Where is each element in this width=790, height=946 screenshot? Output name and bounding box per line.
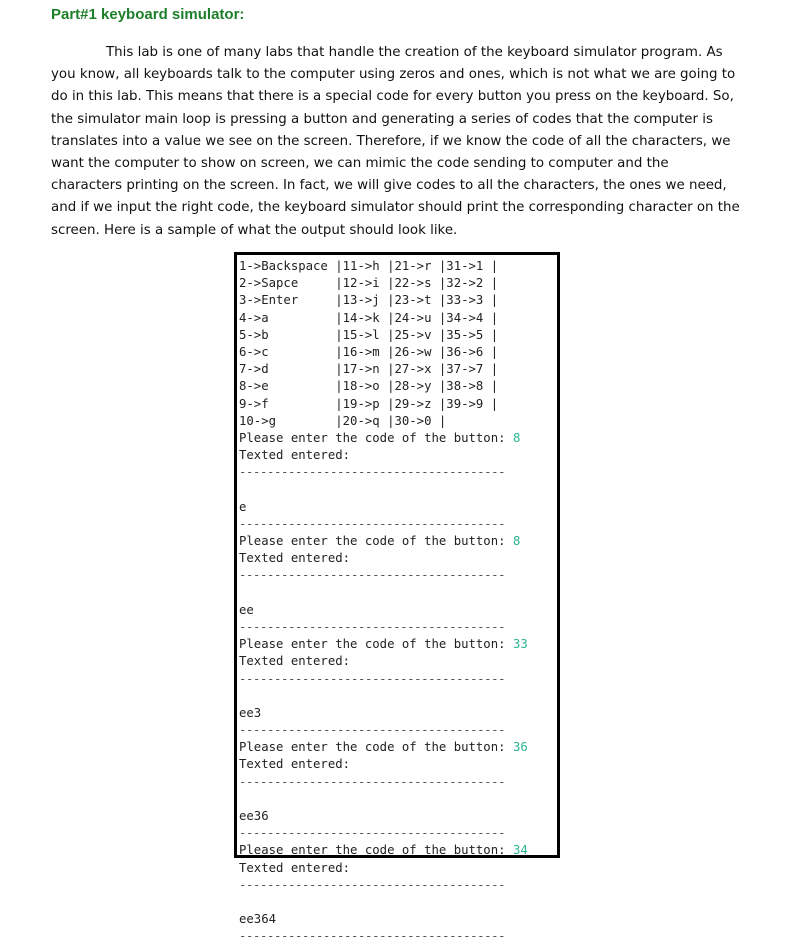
code-table-row: 2->Sapce |12->i |22->s |32->2 | <box>239 276 499 291</box>
separator-line: -------------------------------------- <box>239 516 506 531</box>
separator-line: -------------------------------------- <box>239 619 506 634</box>
prompt-text: Please enter the code of the button: <box>239 534 513 548</box>
texted-label: Texted entered: <box>239 860 351 875</box>
separator-line: -------------------------------------- <box>239 671 506 686</box>
output-text: ee3 <box>239 705 262 720</box>
separator-line: -------------------------------------- <box>239 774 506 789</box>
prompt-line <box>239 430 528 447</box>
separator-line: -------------------------------------- <box>239 929 506 944</box>
texted-label: Texted entered: <box>239 448 351 463</box>
entered-code: 8 <box>512 534 521 548</box>
prompt-line <box>239 636 528 653</box>
texted-label: Texted entered: <box>239 551 351 566</box>
code-table-row: 6->c |16->m |26->w |36->6 | <box>239 344 499 359</box>
output-text: e <box>239 499 247 514</box>
output-text: ee364 <box>239 912 277 927</box>
code-table-row: 10->g |20->q |30->0 | <box>239 413 447 428</box>
prompt-line <box>239 739 528 756</box>
code-table-row: 1->Backspace |11->h |21->r |31->1 | <box>239 259 499 273</box>
code-table-row: 5->b |15->l |25->v |35->5 | <box>239 327 499 342</box>
prompt-text: Please enter the code of the button: <box>239 843 513 858</box>
texted-label: Texted entered: <box>239 757 351 772</box>
prompt-text: Please enter the code of the button: <box>239 637 513 652</box>
blank-line <box>239 585 528 602</box>
prompt-text: Please enter the code of the button: <box>239 430 513 445</box>
separator-line: -------------------------------------- <box>239 826 506 841</box>
blank-line <box>239 481 528 498</box>
intro-paragraph: This lab is one of many labs that handle the creation of the keyboard simulator program. As you know, all keyboards talk to the computer using zeros and ones, which is not what we are going to do in this lab. This means that there is a special code for every button you press on the keyboard. So, the simulator main loop is pressing a button and generating a series of codes that the computer is translates into a value we see on the screen. Therefore, if we know the code of all the characters, we want the computer to show on screen, we can mimic the code sending to computer and the characters printing on the screen. In fact, we will give codes to all the characters, the ones we need, and if we input the right code, the keyboard simulator should print the corresponding character on the screen. Here is a sample of what the output should look like. <box>51 45 740 238</box>
console-output-window <box>234 252 560 944</box>
entered-code: 34 <box>512 843 528 858</box>
entered-code: 36 <box>512 740 528 755</box>
separator-line: -------------------------------------- <box>239 465 506 480</box>
entered-code: 33 <box>512 637 528 652</box>
blank-line <box>239 791 528 808</box>
code-table-row: 9->f |19->p |29->z |39->9 | <box>239 396 499 411</box>
entered-code: 8 <box>512 430 521 445</box>
output-text: ee <box>239 602 254 617</box>
code-table-row: 4->a |14->k |24->u |34->4 | <box>239 310 499 325</box>
separator-line: -------------------------------------- <box>239 568 506 583</box>
code-table-row: 3->Enter |13->j |23->t |33->3 | <box>239 293 499 308</box>
code-table-row: 7->d |17->n |27->x |37->7 | <box>239 362 499 377</box>
separator-line: -------------------------------------- <box>239 723 506 738</box>
prompt-line <box>239 533 528 550</box>
texted-label: Texted entered: <box>239 654 351 669</box>
blank-line <box>239 688 528 705</box>
code-table-row: 8->e |18->o |28->y |38->8 | <box>239 379 499 394</box>
blank-line <box>239 894 528 911</box>
prompt-line <box>239 842 528 859</box>
console-lines <box>239 258 528 946</box>
output-text: ee36 <box>239 809 269 823</box>
prompt-text: Please enter the code of the button: <box>239 740 513 755</box>
separator-line: -------------------------------------- <box>239 877 506 892</box>
section-heading: Part#1 keyboard simulator: <box>51 6 245 23</box>
